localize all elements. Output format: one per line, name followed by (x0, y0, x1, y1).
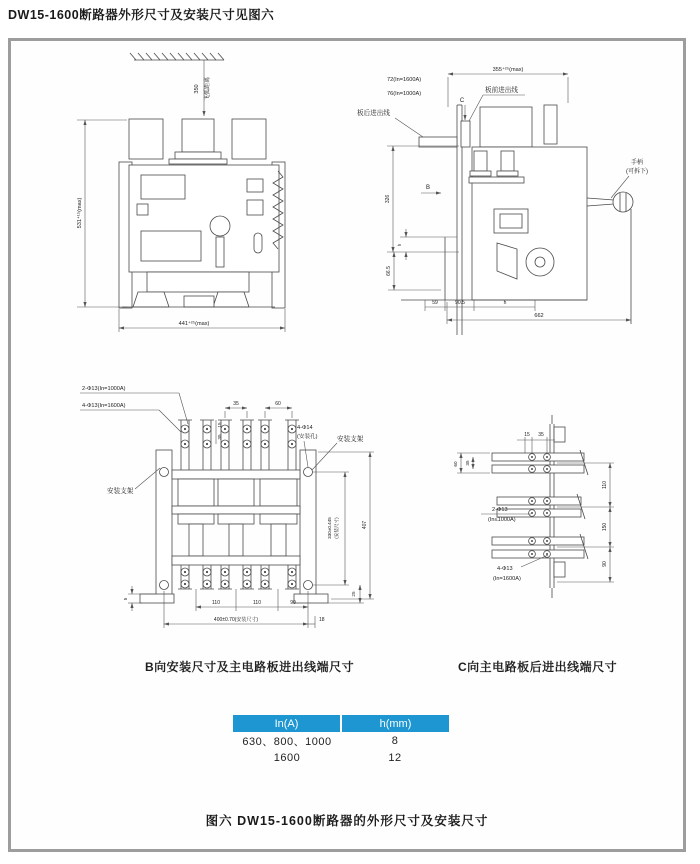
b-breaker-body (140, 450, 328, 603)
b-dim-18: 18 (319, 617, 325, 623)
b-label-4phi14-line2: (安装孔) (297, 434, 318, 440)
view-c-arrow-label: C (459, 98, 465, 104)
b-top-terminals (178, 420, 299, 470)
b-dim-5: 5 (123, 597, 128, 601)
b-label-2phi13: 2-Φ13(In=1000A) (82, 386, 126, 392)
table-header-cell: h(mm) (342, 715, 449, 732)
c-dim-90: 90 (602, 561, 608, 567)
b-view-drawing (80, 386, 374, 628)
figure-caption: 图六 DW15-1600断路器的外形尺寸及安装尺寸 (205, 814, 489, 828)
side-view-drawing (357, 66, 648, 335)
side-dim-h-small: h (397, 243, 402, 247)
c-label-2phi13-line1: 2-Φ13 (492, 507, 508, 513)
front-view-drawing (76, 53, 285, 332)
b-dim-400: 400±0.70(安装尺寸) (213, 617, 259, 623)
b-dim-110-b: 110 (253, 600, 261, 606)
c-label-4phi13-line2: (In=1600A) (493, 576, 521, 582)
c-dim-150: 150 (602, 522, 608, 532)
c-view-drawing (453, 415, 614, 598)
table-row (233, 749, 449, 766)
table-cell-h: 8 (391, 734, 399, 747)
b-dim-330-line1: 330±0.445 (327, 517, 332, 539)
arc-distance-label: 飞弧距离 (205, 76, 211, 102)
table-cell-in: 1600 (273, 751, 301, 764)
side-dim-662: 662 (534, 313, 544, 319)
b-view-caption: B向安装尺寸及主电路板进出线端尺寸 (145, 660, 355, 674)
view-b-arrow-label: B (425, 185, 431, 191)
c-dim-35-side: 35 (465, 460, 470, 466)
c-view-caption: C向主电路板后进出线端尺寸 (458, 660, 618, 674)
b-bracket-label-right: 安装支架 (337, 436, 364, 443)
table-header-cell: In(A) (233, 715, 340, 732)
table-header-row (233, 715, 449, 732)
side-dim-h: h (503, 300, 507, 306)
side-dim-90-5: 90.5 (455, 300, 465, 306)
side-dim-59: 59 (432, 300, 438, 306)
b-dim-35-top: 35 (233, 401, 239, 407)
c-dim-15: 15 (524, 432, 530, 438)
table-row (233, 732, 449, 749)
side-dim-66-5: 66.5 (386, 266, 392, 276)
front-wiring-label: 板前进出线 (485, 87, 518, 94)
b-dim-60-top: 60 (275, 401, 281, 407)
c-label-2phi13-line2: (In≤1000A) (488, 517, 516, 523)
b-bottom-terminals (178, 565, 299, 589)
b-dim-15: 15 (217, 422, 222, 428)
rear-wiring-label: 板后进出线 (357, 110, 390, 117)
front-width-dim: 441⁺²⁵(max) (178, 321, 210, 327)
table-cell-h: 12 (388, 751, 402, 764)
side-note-1000: 76(In=1000A) (387, 91, 422, 97)
b-dim-407: 407 (362, 520, 368, 530)
c-dim-60: 60 (453, 461, 458, 467)
rating-table (233, 715, 449, 766)
table-cell-in: 630、800、1000 (242, 735, 332, 748)
front-height-dim: 531⁺¹⁵(max) (77, 197, 83, 229)
handle-label-line2: (可拆下) (626, 169, 648, 175)
c-label-4phi13-line1: 4-Φ13 (497, 566, 513, 572)
side-note-1600: 72(In=1600A) (387, 77, 422, 83)
b-label-4phi14-line1: 4-Φ14 (297, 425, 313, 431)
b-dim-25: 25 (351, 591, 356, 597)
breaker-front-body (119, 119, 285, 308)
b-dim-110-a: 110 (212, 600, 220, 606)
side-dim-326: 326 (385, 194, 391, 204)
c-dim-110: 110 (602, 481, 608, 489)
b-bracket-label-left: 安装支架 (107, 488, 134, 495)
ceiling-hatch (130, 53, 224, 60)
figure-board (8, 38, 686, 852)
b-label-4phi13: 4-Φ13(In=1600A) (82, 403, 126, 409)
b-dim-35-side: 35 (217, 434, 222, 440)
side-depth-dim: 355⁺²⁵(max) (492, 67, 524, 73)
arc-distance-dim: 350 (194, 84, 200, 94)
page-title: DW15-1600断路器外形尺寸及安装尺寸见图六 (8, 8, 275, 22)
b-dim-330-line2: (安装尺寸) (334, 517, 339, 539)
b-dim-90: 90 (290, 600, 296, 606)
c-dim-35-top: 35 (538, 432, 544, 438)
handle-label-line1: 手柄 (630, 160, 644, 166)
